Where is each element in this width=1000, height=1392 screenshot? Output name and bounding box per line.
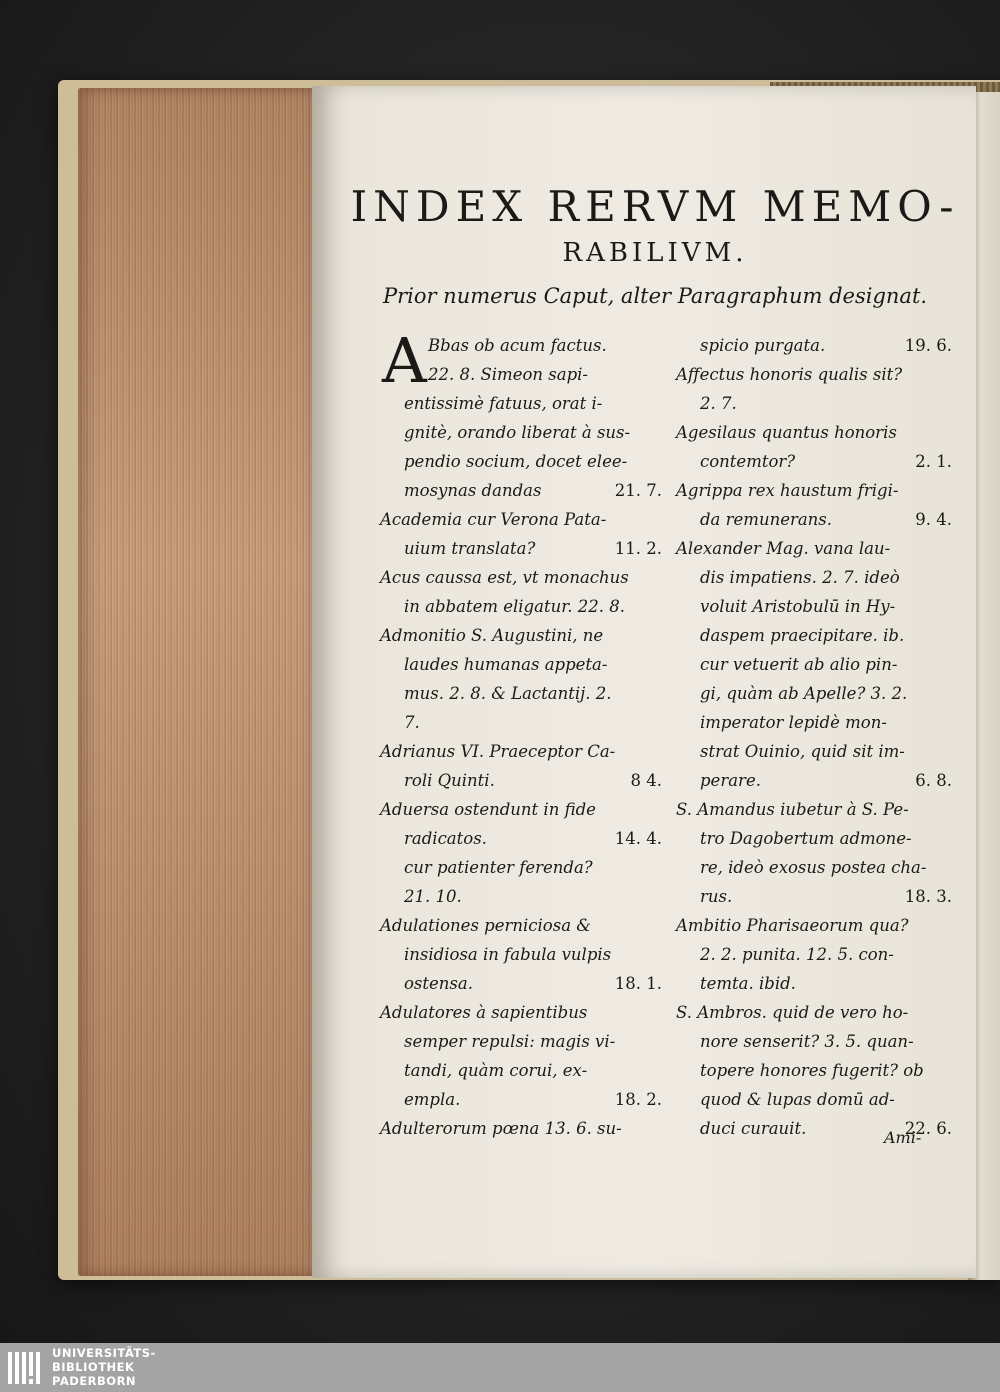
entry-reference: 14. 4.: [614, 829, 662, 848]
entry-text: 22. 8. Simeon sapi-: [428, 365, 588, 384]
index-entry-line: [380, 447, 662, 476]
library-name-line3: PADERBORN: [52, 1374, 137, 1388]
entry-reference: 21. 7.: [614, 481, 662, 500]
entry-text: radicatos.: [404, 829, 487, 848]
library-name-line1: UNIVERSITÄTS-: [52, 1346, 156, 1360]
entry-reference: 18. 2.: [614, 1090, 662, 1109]
index-entry-line: [380, 853, 662, 882]
index-entry-line: [380, 969, 662, 998]
entry-text: Adulationes perniciosa &: [380, 916, 591, 935]
index-entry-line: [380, 795, 662, 824]
entry-text: mosynas dandas: [404, 481, 542, 500]
left-column: [380, 324, 662, 1143]
entry-text: duci curauit.: [700, 1119, 807, 1138]
entry-text: Admonitio S. Augustini, ne: [380, 626, 604, 645]
entry-text: cur vetuerit ab alio pin-: [700, 655, 898, 674]
page-edge: [78, 88, 323, 1276]
index-entry-line: [380, 1114, 662, 1143]
index-entry-line: [676, 824, 952, 853]
index-entry-line: [380, 911, 662, 940]
right-column: [676, 331, 952, 1143]
index-entry-line: [676, 1085, 952, 1114]
entry-text: Ambitio Pharisaeorum qua?: [676, 916, 909, 935]
entry-text: Aduersa ostendunt in fide: [380, 800, 596, 819]
entry-text: S. Amandus iubetur à S. Pe-: [676, 800, 909, 819]
index-entry-line: [380, 766, 662, 795]
index-entry-line: [676, 563, 952, 592]
index-entry-line: [676, 592, 952, 621]
index-subtitle: Prior numerus Caput, alter Paragraphum designat.: [382, 284, 928, 308]
entry-text: in abbatem eligatur. 22. 8.: [404, 597, 626, 616]
index-entry-line: [380, 331, 662, 360]
entry-reference: 2. 1.: [915, 452, 952, 471]
library-logo-icon: [6, 1348, 46, 1388]
entry-text: Acus caussa est, vt monachus: [380, 568, 629, 587]
entry-text: Agesilaus quantus honoris: [676, 423, 897, 442]
index-entry-line: [676, 476, 952, 505]
entry-text: semper repulsi: magis vi-: [404, 1032, 616, 1051]
entry-text: 21. 10.: [404, 887, 462, 906]
index-entry-line: [676, 505, 952, 534]
index-entry-line: [676, 360, 952, 389]
index-entry-line: [380, 737, 662, 766]
entry-reference: 22. 6.: [904, 1119, 952, 1138]
index-entry-line: [676, 882, 952, 911]
index-entry-line: [676, 940, 952, 969]
index-entry-line: [676, 998, 952, 1027]
entry-text: Adulatores à sapientibus: [380, 1003, 588, 1022]
index-entry-line: [380, 534, 662, 563]
entry-text: Alexander Mag. vana lau-: [676, 539, 891, 558]
index-entry-line: [676, 621, 952, 650]
library-name-line2: BIBLIOTHEK: [52, 1360, 135, 1374]
library-name: [52, 1346, 156, 1388]
index-title: INDEX RERVM MEMO-: [350, 182, 960, 231]
entry-text: Bbas ob acum factus.: [428, 336, 607, 355]
index-entry-line: [676, 911, 952, 940]
index-entry-line: [676, 853, 952, 882]
library-footer: [0, 1343, 1000, 1392]
entry-text: tandi, quàm corui, ex-: [404, 1061, 588, 1080]
entry-text: ostensa.: [404, 974, 473, 993]
entry-text: tro Dagobertum admone-: [700, 829, 912, 848]
entry-text: entissimè fatuus, orat i-: [404, 394, 603, 413]
entry-text: 2. 2. punita. 12. 5. con-: [700, 945, 894, 964]
index-entry-line: [676, 737, 952, 766]
entry-text: gi, quàm ab Apelle? 3. 2.: [700, 684, 908, 703]
index-entry-line: [676, 795, 952, 824]
index-entry-line: [676, 650, 952, 679]
entry-reference: 8 4.: [630, 771, 662, 790]
entry-text: uium translata?: [404, 539, 536, 558]
index-entry-line: [676, 389, 952, 418]
entry-text: Academia cur Verona Pata-: [380, 510, 607, 529]
index-entry-line: [676, 447, 952, 476]
index-entry-line: [380, 1027, 662, 1056]
index-entry-line: [380, 360, 662, 389]
index-entry-line: [380, 708, 662, 737]
entry-text: empla.: [404, 1090, 461, 1109]
index-entry-line: [380, 940, 662, 969]
index-entry-line: [676, 969, 952, 998]
entry-text: Adrianus VI. Praeceptor Ca-: [380, 742, 616, 761]
entry-text: Agrippa rex haustum frigi-: [676, 481, 899, 500]
index-entry-line: [380, 679, 662, 708]
entry-text: nore senserit? 3. 5. quan-: [700, 1032, 914, 1051]
drop-capital: A: [382, 324, 427, 397]
index-entry-line: [380, 824, 662, 853]
entry-text: insidiosa in fabula vulpis: [404, 945, 612, 964]
entry-text: re, ideò exosus postea cha-: [700, 858, 927, 877]
index-entry-line: [380, 592, 662, 621]
entry-text: daspem praecipitare. ib.: [700, 626, 905, 645]
entry-reference: 6. 8.: [915, 771, 952, 790]
entry-text: strat Ouinio, quid sit im-: [700, 742, 905, 761]
entry-text: imperator lepidè mon-: [700, 713, 887, 732]
entry-reference: 18. 1.: [614, 974, 662, 993]
index-entry-line: [380, 1056, 662, 1085]
entry-reference: 11. 2.: [614, 539, 662, 558]
index-entry-line: [380, 418, 662, 447]
index-entry-line: [676, 534, 952, 563]
entry-text: 2. 7.: [700, 394, 737, 413]
entry-text: Affectus honoris qualis sit?: [676, 365, 903, 384]
entry-text: Adulterorum pœna 13. 6. su-: [380, 1119, 622, 1138]
entry-text: voluit Aristobulū in Hy-: [700, 597, 896, 616]
entry-text: rus.: [700, 887, 733, 906]
entry-text: topere honores fugerit? ob: [700, 1061, 924, 1080]
entry-text: da remunerans.: [700, 510, 833, 529]
entry-reference: 19. 6.: [904, 336, 952, 355]
index-entry-line: [380, 621, 662, 650]
index-entry-line: [676, 1056, 952, 1085]
entry-text: perare.: [700, 771, 761, 790]
index-entry-line: [380, 563, 662, 592]
entry-text: pendio socium, docet elee-: [404, 452, 628, 471]
entry-text: mus. 2. 8. & Lactantij. 2.: [404, 684, 612, 703]
index-entry-line: [676, 708, 952, 737]
entry-text: 7.: [404, 713, 420, 732]
index-entry-line: [380, 389, 662, 418]
entry-text: dis impatiens. 2. 7. ideò: [700, 568, 900, 587]
index-entry-line: [380, 998, 662, 1027]
index-entry-line: [676, 418, 952, 447]
entry-text: roli Quinti.: [404, 771, 495, 790]
entry-text: gnitè, orando liberat à sus-: [404, 423, 631, 442]
entry-text: laudes humanas appeta-: [404, 655, 608, 674]
index-entry-line: [380, 1085, 662, 1114]
index-entry-line: [380, 476, 662, 505]
entry-text: S. Ambros. quid de vero ho-: [676, 1003, 909, 1022]
entry-reference: 9. 4.: [915, 510, 952, 529]
index-entry-line: [676, 1027, 952, 1056]
entry-text: quod & lupas domū ad-: [700, 1090, 895, 1109]
index-entry-line: [380, 882, 662, 911]
index-entry-line: [380, 650, 662, 679]
index-entry-line: [676, 331, 952, 360]
catchword: Ami-: [884, 1128, 922, 1147]
index-entry-line: [676, 766, 952, 795]
entry-text: spicio purgata.: [700, 336, 826, 355]
entry-reference: 18. 3.: [904, 887, 952, 906]
index-entry-line: [676, 679, 952, 708]
entry-text: contemtor?: [700, 452, 796, 471]
entry-text: cur patienter ferenda?: [404, 858, 593, 877]
index-title-continued: RABILIVM.: [562, 238, 748, 268]
index-entry-line: [380, 505, 662, 534]
entry-text: temta. ibid.: [700, 974, 796, 993]
